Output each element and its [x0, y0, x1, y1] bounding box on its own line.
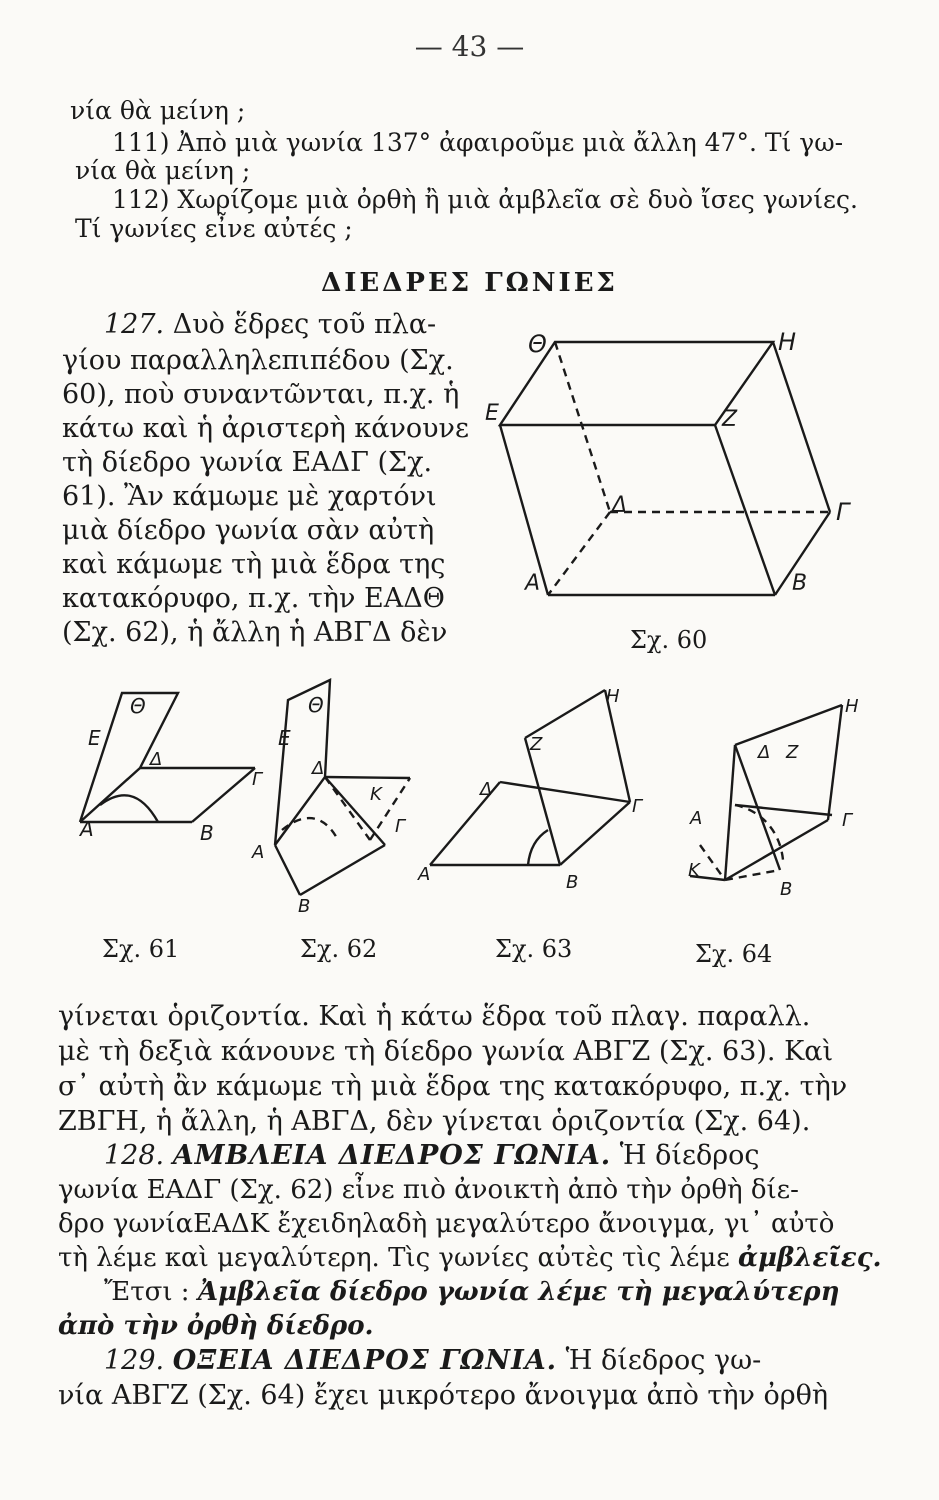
vertex-label: Η	[606, 686, 620, 707]
paragraph-129-first-line: 129. ΟΞΕΙΑ ΔΙΕΔΡΟΣ ΓΩΝΙΑ. Ἡ δίεδρος γω-	[104, 1345, 762, 1376]
paragraph-number: 129.	[104, 1345, 165, 1376]
text-line: γίνεται ὁριζοντία. Καὶ ἡ κάτω ἕδρα τοῦ πλαγ. παραλλ.	[58, 1001, 811, 1032]
definition-line: Ἔτσι : Ἀμβλεῖα δίεδρο γωνία λέμε τὴ μεγαλύτερη	[104, 1277, 840, 1307]
text-line: (Σχ. 62), ἡ ἄλλη ἡ ΑΒΓΔ δὲν	[62, 617, 448, 648]
vertex-label: Ε	[278, 726, 291, 750]
vertex-label: Ζ	[786, 742, 799, 763]
figure-61	[78, 693, 264, 845]
text-line: κατακόρυφο, π.χ. τὴν ΕΑΔΘ	[62, 583, 445, 614]
vertex-label: Δ	[758, 742, 771, 763]
vertex-label: Ζ	[722, 407, 738, 432]
vertex-label: Ε	[485, 401, 499, 426]
text-line: δρο γωνίαΕΑΔΚ ἔχειδηλαδὴ μεγαλύτερο ἄνοιγμα, γι᾽ αὐτὸ	[58, 1209, 835, 1239]
vertex-label: Δ	[312, 758, 325, 779]
paragraph-title: ΟΞΕΙΑ ΔΙΕΔΡΟΣ ΓΩΝΙΑ.	[172, 1345, 558, 1376]
vertex-label: Β	[792, 571, 808, 596]
section-heading: ΔΙΕΔΡΕΣ ΓΩΝΙΕΣ	[321, 268, 618, 298]
paragraph-128-first-line: 128. ΑΜΒΛΕΙΑ ΔΙΕΔΡΟΣ ΓΩΝΙΑ. Ἡ δίεδρος	[104, 1140, 760, 1171]
text-line: γωνία ΕΑΔΓ (Σχ. 62) εἶνε πιὸ ἀνοικτὴ ἀπὸ τὴν ὀρθὴ δίε-	[58, 1175, 799, 1205]
term-emphasis: ἀμβλεῖες.	[737, 1243, 882, 1273]
paragraph-number: 128.	[104, 1140, 165, 1171]
text-line: καὶ κάμωμε τὴ μιὰ ἕδρα της	[62, 549, 446, 580]
text-line: κάτω καὶ ἡ ἀριστερὴ κάνουνε	[62, 413, 469, 444]
vertex-label: Γ	[836, 498, 850, 526]
figure-60	[485, 328, 851, 596]
vertex-label: Β	[780, 879, 793, 900]
vertex-label: Α	[690, 808, 703, 829]
text-line: 61). Ἂν κάμωμε μὲ χαρτόνι	[62, 481, 437, 512]
text-line: ΖΒΓΗ, ἡ ἄλλη, ἡ ΑΒΓΔ, δὲν γίνεται ὁριζοντία (Σχ. 64).	[58, 1106, 811, 1137]
text-line: τὴ λέμε καὶ μεγαλύτερη. Τὶς γωνίες αὐτὲς τὶς λέμε ἀμβλεῖες.	[58, 1243, 882, 1273]
page-number: — 43 —	[414, 30, 525, 63]
vertex-label: Γ	[252, 769, 263, 790]
text-line: τὴ δίεδρο γωνία ΕΑΔΓ (Σχ.	[62, 447, 433, 478]
figure-63	[417, 686, 644, 893]
vertex-label: Α	[418, 864, 431, 885]
vertex-label: Α	[80, 817, 94, 841]
vertex-label: Δ	[480, 779, 493, 800]
vertex-label: Γ	[842, 810, 853, 831]
text-line: μιὰ δίεδρο γωνία σὰν αὐτὴ	[62, 515, 435, 546]
figure-caption: Σχ. 61	[102, 935, 180, 963]
vertex-label: Η	[845, 696, 859, 717]
figure-caption: Σχ. 62	[300, 935, 378, 963]
definition-line: ἀπὸ τὴν ὀρθὴ δίεδρο.	[58, 1311, 374, 1341]
vertex-label: Γ	[632, 796, 643, 817]
text-line: γίου παραλληλεπιπέδου (Σχ.	[62, 345, 454, 376]
vertex-label: Β	[298, 896, 311, 917]
vertex-label: Κ	[688, 860, 700, 881]
vertex-label: Α	[525, 571, 541, 596]
text-line: 60), ποὺ συναντῶνται, π.χ. ἡ	[62, 379, 460, 410]
paragraph-title: ΑΜΒΛΕΙΑ ΔΙΕΔΡΟΣ ΓΩΝΙΑ.	[172, 1140, 612, 1171]
vertex-label: Β	[200, 821, 214, 845]
figure-caption: Σχ. 63	[495, 935, 573, 963]
vertex-label: Δ	[150, 749, 163, 770]
figure-caption: Σχ. 60	[630, 626, 708, 654]
vertex-label: Θ	[308, 693, 324, 717]
vertex-label: Θ	[528, 330, 547, 358]
text-line: νία ΑΒΓΖ (Σχ. 64) ἔχει μικρότερο ἄνοιγμα ἀπὸ τὴν ὀρθὴ	[58, 1380, 829, 1411]
text-line: 111) Ἀπὸ μιὰ γωνία 137° ἀφαιροῦμε μιὰ ἄλλη 47°. Τί γω-	[112, 128, 844, 157]
vertex-label: Γ	[395, 816, 406, 837]
vertex-label: Ζ	[530, 734, 543, 755]
vertex-label: Ε	[88, 726, 101, 750]
vertex-label: Η	[778, 328, 797, 356]
paragraph-127-first-line: 127. Δυὸ ἕδρες τοῦ πλα-	[104, 309, 437, 340]
figure-62	[251, 680, 410, 917]
text-line: νία θὰ μείνη ;	[75, 156, 251, 185]
vertex-label: Α	[252, 842, 265, 863]
text-line: σ᾽ αὐτὴ ἂν κάμωμε τὴ μιὰ ἕδρα της κατακόρυφο, π.χ. τὴν	[58, 1071, 848, 1102]
text-line: Τί γωνίες εἶνε αὐτές ;	[75, 214, 353, 243]
text-line: νία θὰ μείνη ;	[70, 96, 246, 125]
text-line: μὲ τὴ δεξιὰ κάνουνε τὴ δίεδρο γωνία ΑΒΓΖ (Σχ. 63). Καὶ	[58, 1036, 834, 1067]
vertex-label: Κ	[370, 784, 382, 805]
vertex-label: Δ	[612, 493, 628, 518]
figure-caption: Σχ. 64	[695, 940, 773, 968]
vertex-label: Β	[566, 872, 579, 893]
figure-64	[688, 696, 859, 900]
paragraph-number: 127.	[104, 309, 165, 340]
text-line: 112) Χωρίζομε μιὰ ὀρθὴ ἢ μιὰ ἀμβλεῖα σὲ δυὸ ἴσες γωνίες.	[112, 185, 858, 214]
vertex-label: Θ	[130, 694, 146, 718]
